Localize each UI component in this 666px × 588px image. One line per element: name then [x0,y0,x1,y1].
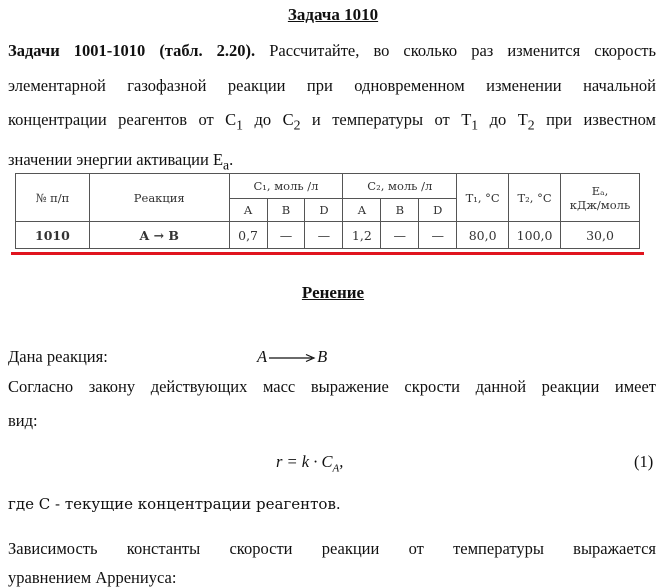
table-row [16,222,640,249]
cell-t2: 100,0 [509,222,561,249]
where-text: где С - текущие концентрации реагентов. [8,495,341,513]
cell-c2-a: 1,2 [343,222,381,249]
dependence-text-line-1: Зависимость константы скорости реакции от температуры выражается [8,539,656,558]
header-ea: Eₐ, кДж/моль [561,174,640,222]
rate-formula: $r = k \cdot C_A$, [276,452,344,475]
cell-c2-d: — [419,222,457,249]
header-t1: T₁, °C [457,174,509,222]
statement-line-3: концентрации реагентов от $C_1$ до $C_2$ и температуры от $T_1$ до $T_2$ при известном [8,110,656,133]
cell-c2-b: — [381,222,419,249]
task-statement [8,34,656,183]
subheader-c2-b: B [381,199,419,222]
equation-number: (1) [634,452,654,471]
header-t2: T₂, °C [509,174,561,222]
solution-title: Ренение [301,283,365,302]
header-reaction: Реакция [89,174,229,222]
subheader-c2-a: A [343,199,381,222]
cell-c1-a: 0,7 [229,222,267,249]
law-text-line-2: вид: [8,411,38,430]
dependence-text-line-2: уравнением Аррениуса: [8,568,177,587]
law-text-line-1: Согласно закону действующих масс выражение скрости данной реакции имеет [8,377,656,396]
cell-reaction: A → B [89,222,229,249]
subheader-c2-d: D [419,199,457,222]
header-c1: C₁, моль /л [229,174,343,199]
cell-ea: 30,0 [561,222,640,249]
cell-number: 1010 [16,222,90,249]
reaction-arrow-icon [268,353,316,363]
subheader-c1-b: B [267,199,305,222]
table-header-row [16,174,640,199]
subheader-c1-a: A [229,199,267,222]
cell-c1-b: — [267,222,305,249]
cell-c1-d: — [305,222,343,249]
task-range-label: Задачи 1001-1010 (табл. 2.20). [8,41,256,60]
red-underline [11,252,644,255]
header-number: № п/п [16,174,90,222]
statement-line-4: значении энергии активации $E_a$. [8,149,234,173]
task-title: Задача 1010 [287,5,379,24]
subheader-c1-d: D [305,199,343,222]
statement-line-1: Задачи 1001-1010 (табл. 2.20). Рассчитайте, во сколько раз изменится скорость [8,41,656,60]
data-table [15,173,640,249]
statement-line-2: элементарной газофазной реакции при одновременном изменении начальной [8,75,656,95]
header-c2: C₂, моль /л [343,174,457,199]
given-reaction-label: Дана реакция: [8,347,108,366]
cell-t1: 80,0 [457,222,509,249]
reaction-equation: A B [257,347,328,366]
